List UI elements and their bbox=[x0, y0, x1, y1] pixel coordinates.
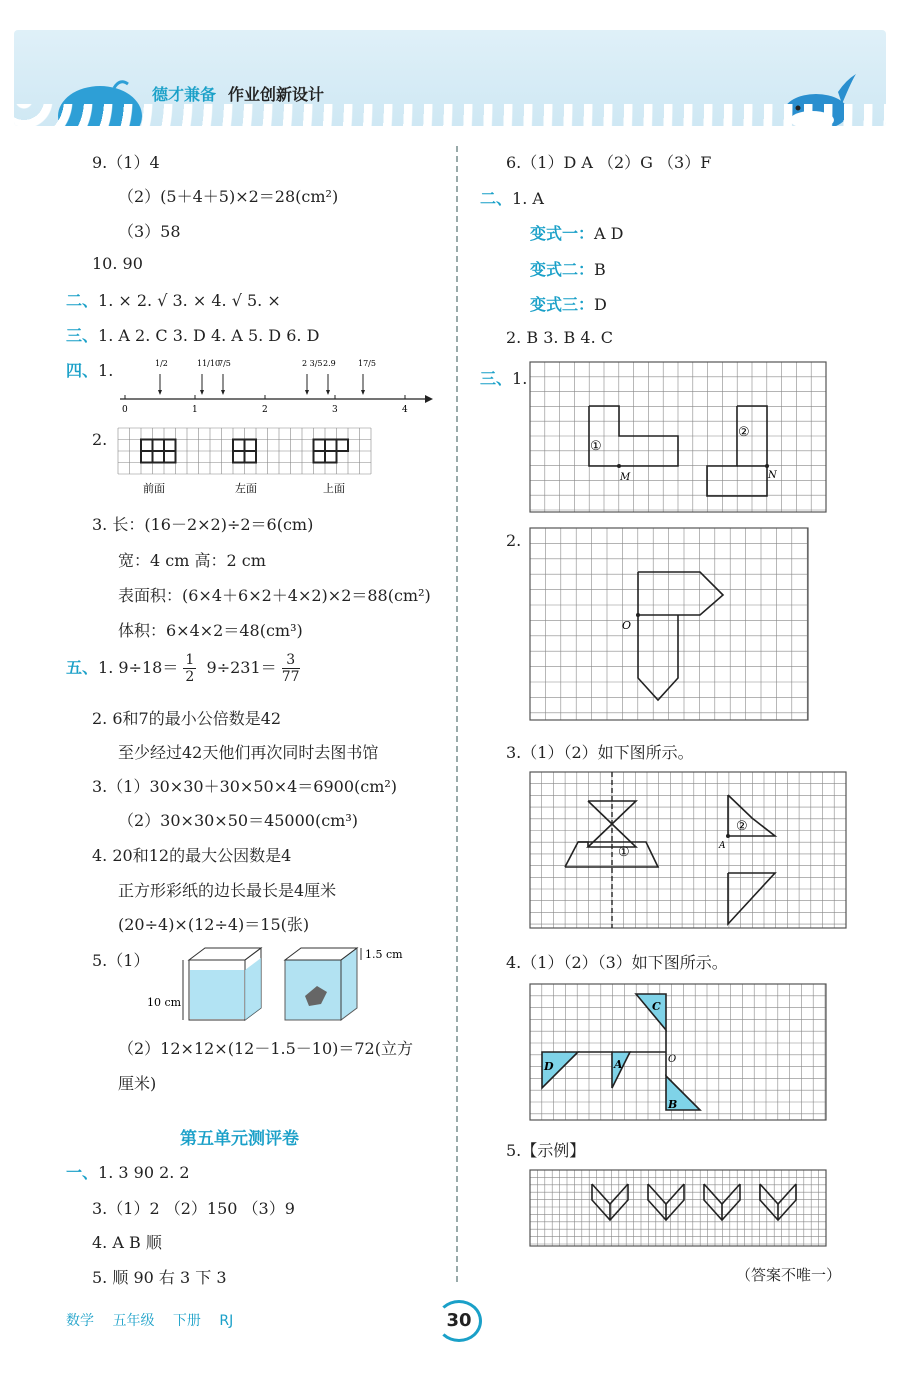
grid-figure-5 bbox=[530, 1170, 826, 1246]
s5-4c: (20÷4)×(12÷4)＝15(张) bbox=[118, 915, 310, 934]
number-line-arrowhead bbox=[361, 390, 365, 395]
view-cube-face bbox=[314, 451, 326, 463]
dim-10cm: 10 cm bbox=[147, 996, 182, 1009]
s5-2b: 至少经过42天他们再次同时去图书馆 bbox=[118, 743, 379, 762]
s5-1a: 1. 9÷18＝ bbox=[98, 658, 179, 677]
number-line-arrowhead bbox=[200, 390, 204, 395]
fig1-label-2: ② bbox=[738, 425, 750, 440]
view-cube-face bbox=[164, 451, 176, 463]
s5-5a: 5.（1） bbox=[92, 951, 150, 970]
view-label: 前面 bbox=[143, 482, 165, 495]
s5-1b: 9÷231＝ bbox=[206, 658, 277, 677]
footer-grade: 五年级 bbox=[112, 1313, 155, 1329]
fig1-label-n: N bbox=[768, 470, 777, 481]
chevron-shape bbox=[592, 1184, 628, 1204]
section-5-row bbox=[66, 652, 300, 685]
q10: 10. 90 bbox=[92, 254, 143, 273]
section-5-label: 五、 bbox=[66, 658, 99, 677]
grid-figure-1 bbox=[530, 362, 826, 512]
q3-2: 宽：4 cm 高：2 cm bbox=[118, 551, 266, 570]
s5-4a: 4. 20和12的最大公因数是4 bbox=[92, 846, 292, 865]
number-line-point-label: 11/10 bbox=[197, 359, 221, 368]
fig1-label-m: M bbox=[620, 472, 631, 483]
view-cube-face bbox=[325, 451, 337, 463]
s5-4b: 正方形彩纸的边长最长是4厘米 bbox=[118, 881, 337, 900]
q3-3: 表面积：(6×4＋6×2＋4×2)×2＝88(cm²) bbox=[118, 586, 431, 605]
r3-1: 1. bbox=[512, 369, 528, 388]
u1-4: 4. A B 顺 bbox=[92, 1233, 162, 1252]
view-cube-face bbox=[325, 440, 337, 452]
view-cube-face bbox=[141, 440, 153, 452]
view-cube-face bbox=[153, 451, 165, 463]
s5-3b: （2）30×30×50＝45000(cm³) bbox=[118, 811, 359, 830]
fig1-label-1: ① bbox=[590, 439, 602, 454]
section-2-answers: 1. × 2. √ 3. × 4. √ 5. × bbox=[98, 291, 281, 310]
fig3-label-1: ① bbox=[618, 845, 630, 860]
fraction-1-2: $\frac{1}{2}$ bbox=[185, 652, 195, 685]
unit5-section-1-label: 一、 bbox=[66, 1163, 99, 1182]
section-4-label: 四、 bbox=[66, 361, 99, 380]
fig3-label-a: A bbox=[719, 841, 726, 851]
view-cube-face bbox=[314, 440, 326, 452]
number-line-arrowhead bbox=[326, 390, 330, 395]
header-subtitle: 作业创新设计 bbox=[228, 85, 325, 104]
section-2-label: 二、 bbox=[66, 291, 99, 310]
variant-2-row bbox=[530, 257, 606, 280]
r3-4: 4.（1）（2）（3）如下图所示。 bbox=[506, 953, 728, 972]
view-cube-face bbox=[245, 451, 257, 463]
grid-figure-4 bbox=[530, 984, 826, 1120]
number-line-tick-label: 1 bbox=[192, 405, 198, 415]
q9-1: 9.（1）4 bbox=[92, 153, 160, 172]
section-3-row bbox=[66, 323, 319, 346]
variant-1-label: 变式一： bbox=[530, 224, 595, 243]
s5-2a: 2. 6和7的最小公倍数是42 bbox=[92, 709, 282, 728]
number-line-point-label: 2 3/5 bbox=[302, 359, 323, 368]
u1-5: 5. 顺 90 右 3 下 3 bbox=[92, 1268, 227, 1287]
view-cube-face bbox=[153, 440, 165, 452]
section-3-label: 三、 bbox=[66, 326, 99, 345]
variant-2-label: 变式二： bbox=[530, 260, 595, 279]
variant-3-label: 变式三： bbox=[530, 295, 595, 314]
column-divider bbox=[456, 146, 458, 1282]
fraction-3-77: $\frac{3}{77}$ bbox=[281, 652, 300, 685]
view-cube-face bbox=[233, 440, 245, 452]
number-line-tick-label: 4 bbox=[402, 405, 408, 415]
q9-2: （2）(5＋4＋5)×2＝28(cm²) bbox=[118, 187, 339, 206]
section-4-q1: 1. bbox=[98, 361, 114, 380]
r2-2: 2. B 3. B 4. C bbox=[506, 328, 613, 347]
header-wave bbox=[14, 104, 886, 126]
r3-3: 3.（1）（2）如下图所示。 bbox=[506, 743, 694, 762]
fig2-label-o: O bbox=[622, 619, 632, 632]
variant-3-answer: D bbox=[594, 295, 607, 314]
fig4-label-a: A bbox=[614, 1058, 623, 1071]
variant-1-answer: A D bbox=[594, 224, 624, 243]
section-3-answers: 1. A 2. C 3. D 4. A 5. D 6. D bbox=[98, 326, 320, 345]
r3-5: 5.【示例】 bbox=[506, 1141, 586, 1160]
number-line-point-label: 1/2 bbox=[155, 359, 168, 368]
brand-name: 德才兼备 bbox=[152, 85, 217, 104]
chevron-shape bbox=[760, 1184, 796, 1204]
footer-volume: 下册 bbox=[172, 1313, 201, 1329]
variant-3-row bbox=[530, 292, 607, 315]
s5-3a: 3.（1）30×30＋30×50×4＝6900(cm²) bbox=[92, 777, 398, 796]
u1-1: 1. 3 90 2. 2 bbox=[98, 1163, 190, 1182]
number-line-tick-label: 0 bbox=[122, 405, 128, 415]
number-line-arrowhead bbox=[221, 390, 225, 395]
footer-edition: RJ bbox=[219, 1313, 234, 1329]
q3-4: 体积：6×4×2＝48(cm³) bbox=[118, 621, 303, 640]
page-footer bbox=[66, 1310, 247, 1330]
unit5-section-1-row bbox=[66, 1160, 190, 1183]
number-line-point-label: 2.9 bbox=[323, 359, 336, 368]
view-label: 上面 bbox=[323, 482, 345, 495]
page-number: 30 bbox=[436, 1300, 482, 1342]
view-label: 左面 bbox=[235, 482, 257, 495]
page-header bbox=[14, 30, 886, 126]
number-line bbox=[115, 354, 435, 416]
view-cube-face bbox=[337, 440, 349, 452]
chevron-shape bbox=[648, 1184, 684, 1204]
fig4-label-c: C bbox=[652, 1000, 661, 1013]
s5-5b: （2）12×12×(12－1.5－10)＝72(立方 bbox=[118, 1039, 413, 1058]
q9-3: （3）58 bbox=[118, 222, 181, 241]
r3-2: 2. bbox=[506, 531, 522, 550]
fig4-label-o: O bbox=[668, 1054, 677, 1065]
three-views-figure bbox=[118, 428, 380, 498]
variant-1-row bbox=[530, 221, 623, 244]
section-4-q2: 2. bbox=[92, 430, 108, 449]
water-tank-figure bbox=[145, 940, 425, 1030]
number-line-arrowhead bbox=[305, 390, 309, 395]
view-cube-face bbox=[164, 440, 176, 452]
footer-subject: 数学 bbox=[66, 1313, 94, 1329]
r-section-2-row bbox=[480, 186, 544, 209]
variant-2-answer: B bbox=[594, 260, 606, 279]
number-line-point-label: 7/5 bbox=[218, 359, 231, 368]
dim-1-5cm: 1.5 cm bbox=[365, 948, 403, 961]
r2-1: 1. A bbox=[512, 189, 544, 208]
q3-1: 3. 长：(16－2×2)÷2＝6(cm) bbox=[92, 515, 314, 534]
r-section-3-row bbox=[480, 366, 527, 389]
section-2-row bbox=[66, 288, 281, 311]
number-line-tick-label: 2 bbox=[262, 405, 268, 415]
section-4-row bbox=[66, 358, 113, 381]
unit-5-title: 第五单元测评卷 bbox=[180, 1129, 299, 1149]
u1-3: 3.（1）2 （2）150 （3）9 bbox=[92, 1199, 295, 1218]
fig4-label-b: B bbox=[668, 1098, 678, 1111]
view-cube-face bbox=[233, 451, 245, 463]
number-line-arrowhead bbox=[158, 390, 162, 395]
chevron-shape bbox=[704, 1184, 740, 1204]
fig4-label-d: D bbox=[544, 1060, 554, 1073]
grid-figure-3 bbox=[530, 772, 846, 928]
s5-5c: 厘米) bbox=[118, 1074, 157, 1093]
view-cube-face bbox=[245, 440, 257, 452]
answer-note: （答案不唯一） bbox=[736, 1266, 842, 1284]
r-section-2-label: 二、 bbox=[480, 189, 513, 208]
view-cube-face bbox=[141, 451, 153, 463]
number-line-tick-label: 3 bbox=[332, 405, 338, 415]
r-section-3-label: 三、 bbox=[480, 369, 513, 388]
r6: 6.（1）D A （2）G （3）F bbox=[506, 153, 712, 172]
grid-figure-2 bbox=[530, 528, 808, 720]
fig3-label-2: ② bbox=[736, 819, 748, 834]
number-line-point-label: 17/5 bbox=[358, 359, 376, 368]
